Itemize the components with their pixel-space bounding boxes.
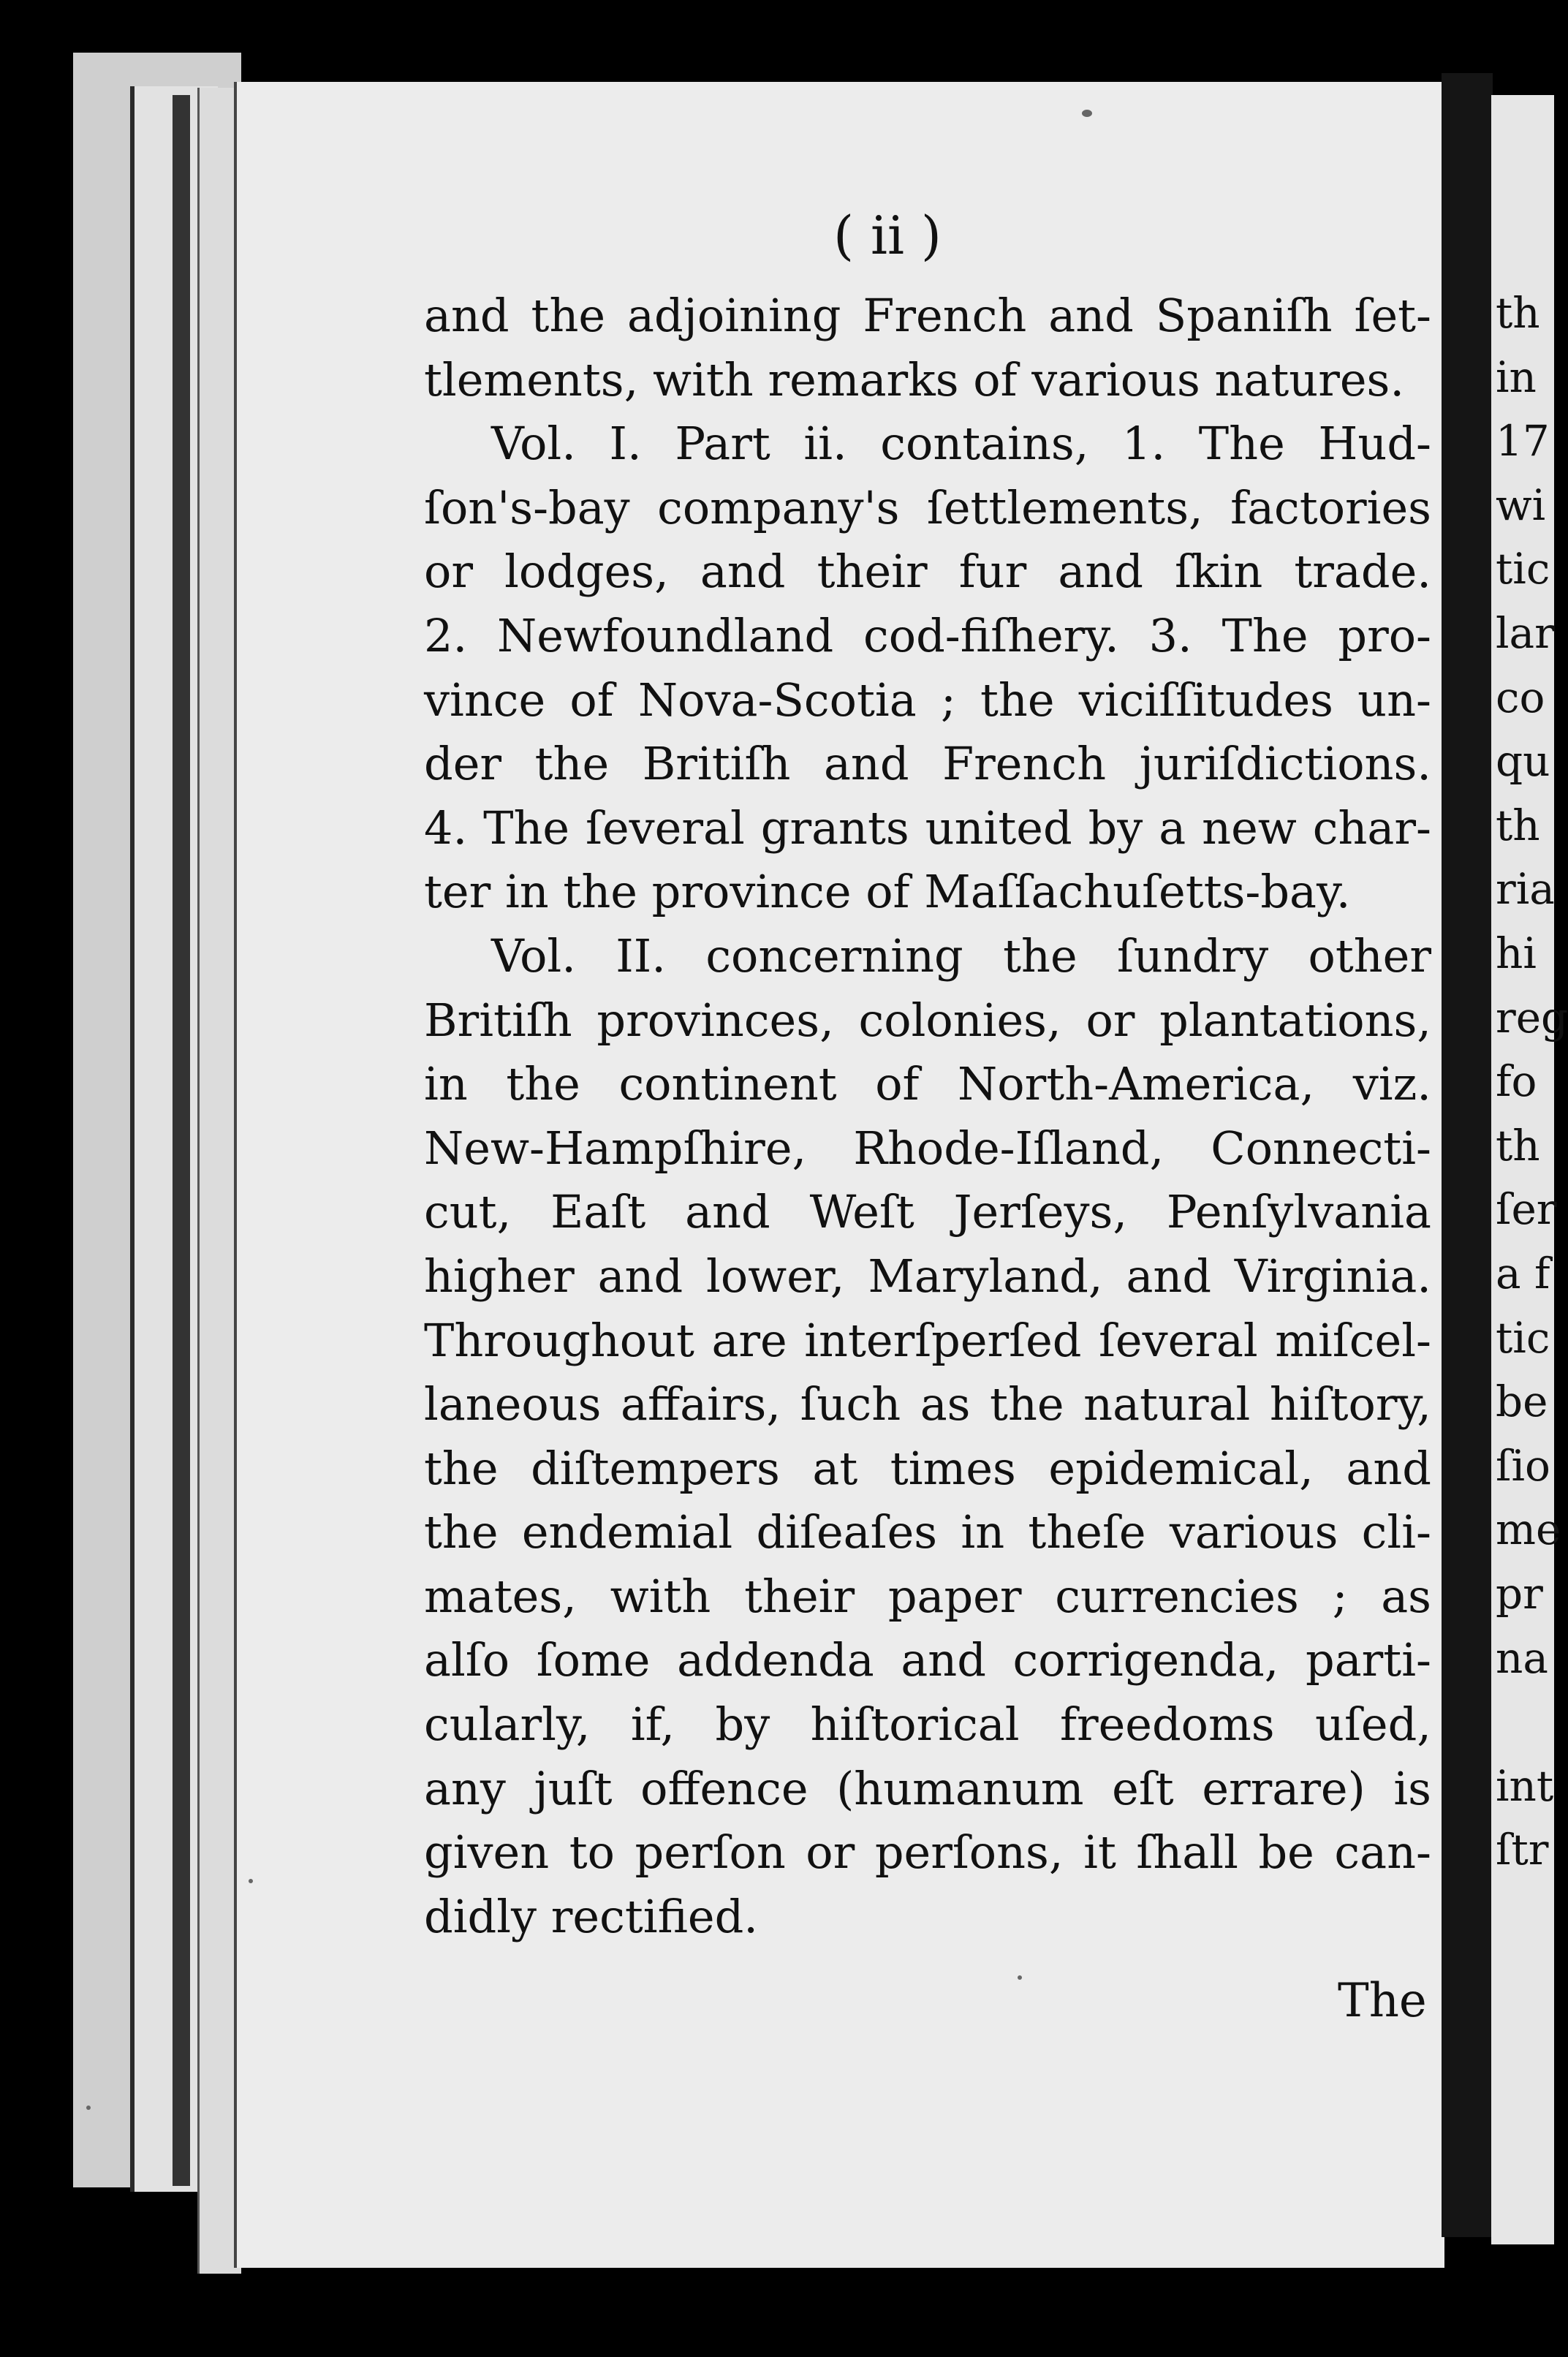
text-line: 2. Newfoundland cod-fiſhery. 3. The pro-	[424, 608, 1431, 662]
facing-page-fragment: reg	[1496, 992, 1568, 1043]
facing-page-fragment: ſtr	[1496, 1825, 1549, 1875]
text-line: any juſt offence (humanum eſt errare) is	[424, 1761, 1431, 1815]
facing-page-fragment: fo	[1496, 1056, 1537, 1107]
facing-page-fragment: th	[1496, 288, 1540, 338]
facing-page-fragment: co	[1496, 672, 1545, 722]
paper-speck	[1082, 110, 1092, 117]
facing-page-fragment: tic	[1496, 1312, 1550, 1363]
facing-page-fragment: ria	[1496, 864, 1555, 915]
facing-page-fragment: pr	[1496, 1569, 1543, 1619]
facing-page-fragment: ſer	[1496, 1184, 1557, 1235]
text-line: Britiſh provinces, colonies, or plantations,	[424, 993, 1431, 1047]
facing-page-fragment: na	[1496, 1633, 1548, 1683]
text-line: alſo ſome addenda and corrigenda, parti-	[424, 1633, 1431, 1687]
facing-page-fragment: qu	[1496, 736, 1550, 787]
facing-page-fragment: be	[1496, 1377, 1548, 1427]
facing-page-fragment: ſio	[1496, 1440, 1550, 1491]
text-line: the endemial diſeaſes in theſe various cli-	[424, 1505, 1431, 1559]
text-line: New-Hampſhire, Rhode-Iſland, Connecti-	[424, 1121, 1431, 1175]
book-gutter	[1442, 73, 1493, 2237]
facing-page-fragment: a f	[1496, 1249, 1550, 1298]
text-line: ſon's-bay company's ſettlements, factories	[424, 480, 1431, 534]
page-number: ( ii )	[833, 205, 942, 266]
paper-speck	[1018, 1975, 1022, 1980]
paper-speck	[86, 2106, 91, 2110]
facing-page-fragment: tic	[1496, 544, 1550, 594]
text-line: or lodges, and their fur and ſkin trade.	[424, 545, 1431, 599]
page-stack-shadow	[173, 95, 190, 2186]
facing-page-fragment: lar	[1496, 608, 1555, 658]
text-line: 4. The ſeveral grants united by a new char-	[424, 801, 1431, 855]
text-line: in the continent of North-America, viz.	[424, 1057, 1431, 1111]
text-line: cularly, if, by hiſtorical freedoms uſed,	[424, 1698, 1431, 1752]
facing-page-fragment: hi	[1496, 928, 1537, 978]
facing-page-fragment	[1496, 1692, 1558, 1751]
text-line: cut, Eaſt and Weſt Jerſeys, Penſylvania	[424, 1185, 1431, 1239]
facing-page-fragment: int	[1496, 1760, 1554, 1811]
facing-page-edge	[1491, 95, 1568, 2244]
text-line: and the adjoining French and Spaniſh ſet-	[424, 289, 1431, 342]
facing-page-fragment: wi	[1496, 480, 1546, 530]
facing-page-fragment: in	[1496, 352, 1537, 402]
text-line: Throughout are interſperſed ſeveral miſcel-	[424, 1313, 1431, 1367]
facing-page-fragment: me	[1496, 1505, 1561, 1555]
text-line: laneous affairs, ſuch as the natural hiſtory,	[424, 1377, 1431, 1431]
catchword: The	[1338, 1974, 1427, 2028]
text-line: didly rectified.	[424, 1889, 759, 1943]
facing-page-fragment: 17	[1496, 416, 1550, 466]
facing-page-fragment: th	[1496, 1120, 1540, 1170]
text-line: Vol. I. Part ii. contains, 1. The Hud-	[491, 417, 1431, 471]
body-text	[424, 284, 1431, 1948]
text-line: given to perſon or perſons, it ſhall be can-	[424, 1826, 1431, 1880]
text-line: mates, with their paper currencies ; as	[424, 1569, 1431, 1623]
text-line: der the Britiſh and French juriſdictions.	[424, 737, 1431, 791]
text-line: vince of Nova-Scotia ; the viciſſitudes un-	[424, 673, 1431, 727]
text-line: Vol. II. concerning the ſundry other	[491, 928, 1431, 983]
text-line: ter in the province of Maſſachuſetts-bay.	[424, 865, 1351, 919]
text-line: tlements, with remarks of various natures.	[424, 352, 1405, 406]
facing-page-fragment: th	[1496, 800, 1540, 850]
text-line: the diſtempers at times epidemical, and	[424, 1441, 1431, 1495]
text-line: higher and lower, Maryland, and Virginia.	[424, 1249, 1431, 1303]
paper-speck	[249, 1879, 253, 1883]
